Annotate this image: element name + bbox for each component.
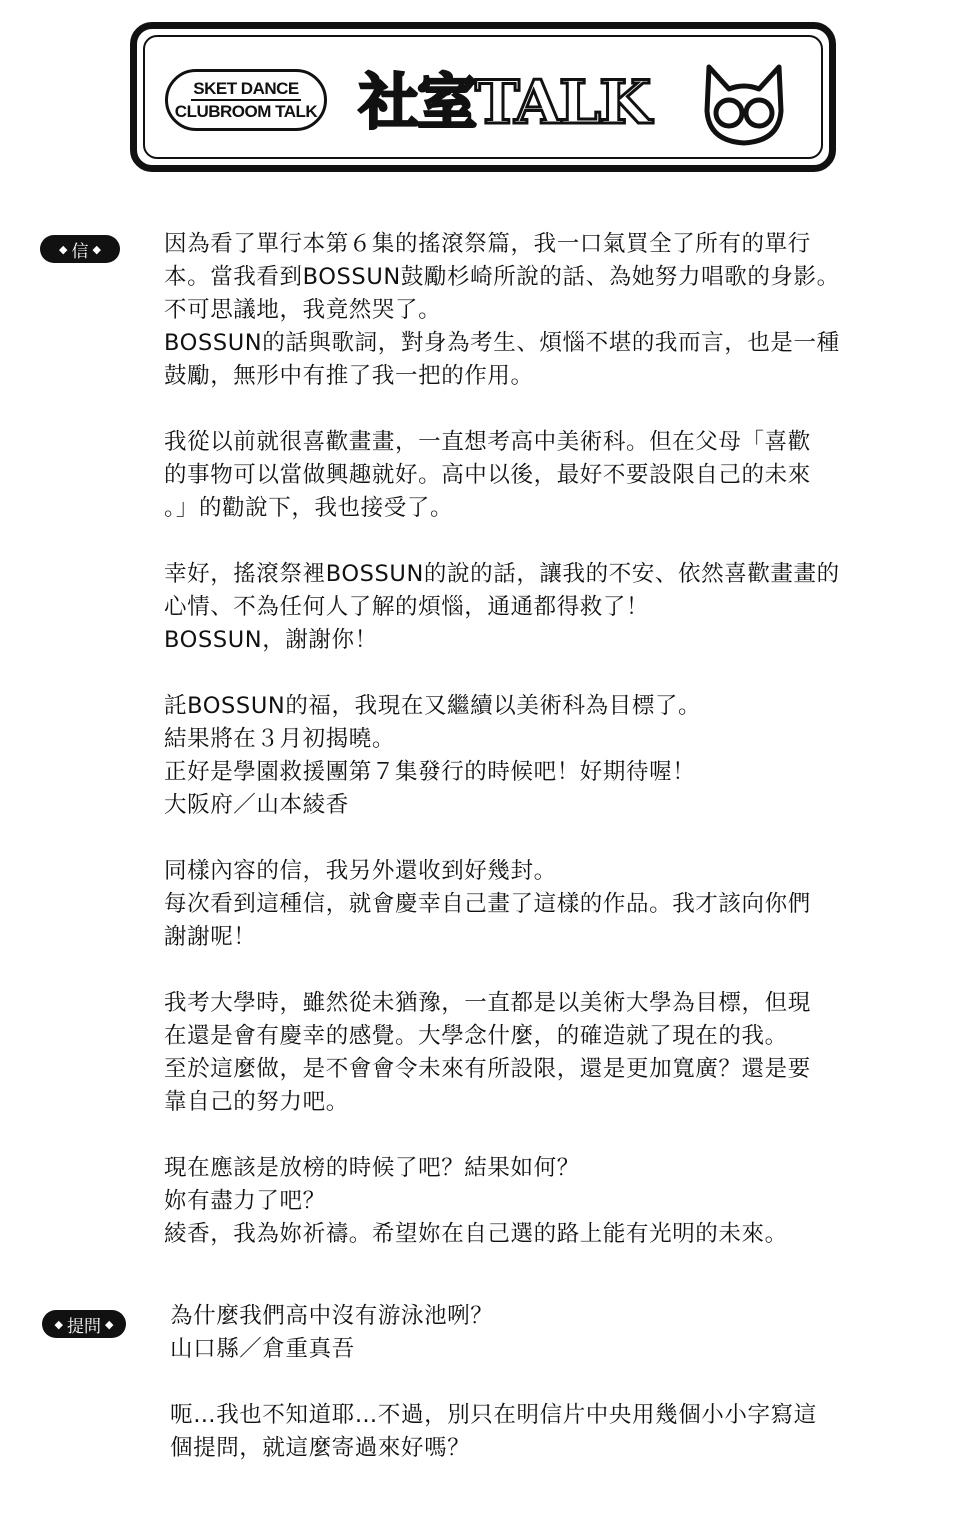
paragraph bbox=[164, 987, 904, 1119]
paragraph bbox=[164, 690, 904, 822]
text-line: 為什麼我們高中沒有游泳池咧？ bbox=[170, 1303, 494, 1329]
text-line: 正好是學園救援團第７集發行的時候吧！好期待喔！ bbox=[164, 759, 696, 785]
diamond-icon: ◆ bbox=[105, 1317, 114, 1331]
subtitle-line-1: SKET DANCE bbox=[191, 78, 301, 101]
text-line: 山口縣／倉重真吾 bbox=[170, 1336, 355, 1362]
question-label-text: 提問 bbox=[67, 1316, 101, 1337]
paragraph bbox=[170, 1399, 910, 1465]
header-banner bbox=[130, 22, 836, 172]
text-line: 的事物可以當做興趣就好。高中以後，最好不要設限自己的未來 bbox=[164, 462, 811, 488]
text-line: 本。當我看到BOSSUN鼓勵杉崎所說的話、為她努力唱歌的身影。 bbox=[164, 264, 840, 290]
text-line: 呃…我也不知道耶…不過，別只在明信片中央用幾個小小字寫這 bbox=[170, 1402, 817, 1428]
letter-label bbox=[40, 235, 120, 263]
text-line: 至於這麼做，是不會會令未來有所設限，還是更加寬廣？還是要 bbox=[164, 1056, 811, 1082]
paragraph bbox=[164, 855, 904, 954]
paragraph bbox=[164, 228, 904, 393]
text-line: 現在應該是放榜的時候了吧？結果如何？ bbox=[164, 1155, 580, 1181]
text-line: 不可思議地，我竟然哭了。 bbox=[164, 297, 442, 323]
diamond-icon: ◆ bbox=[92, 242, 101, 256]
subtitle-badge bbox=[165, 69, 327, 131]
text-line: 幸好，搖滾祭裡BOSSUN的說的話，讓我的不安、依然喜歡畫畫的 bbox=[164, 561, 840, 587]
text-line: 我考大學時，雖然從未猶豫，一直都是以美術大學為目標，但現 bbox=[164, 990, 811, 1016]
text-line: 大阪府／山本綾香 bbox=[164, 792, 349, 818]
page-title: 社室TALK bbox=[359, 68, 650, 138]
diamond-icon: ◆ bbox=[59, 242, 68, 256]
paragraph bbox=[164, 1152, 904, 1251]
text-line: 鼓勵，無形中有推了我一把的作用。 bbox=[164, 363, 534, 389]
letter-body bbox=[164, 228, 904, 1284]
letter-label-text: 信 bbox=[71, 241, 89, 262]
text-line: 在還是會有慶幸的感覺。大學念什麼，的確造就了現在的我。 bbox=[164, 1023, 788, 1049]
text-line: 託BOSSUN的福，我現在又繼續以美術科為目標了。 bbox=[164, 693, 702, 719]
paragraph bbox=[164, 558, 904, 657]
text-line: 同樣內容的信，我另外還收到好幾封。 bbox=[164, 858, 557, 884]
text-line: 每次看到這種信，就會慶幸自己畫了這樣的作品。我才該向你們 bbox=[164, 891, 811, 917]
text-line: 靠自己的努力吧。 bbox=[164, 1089, 349, 1115]
paragraph bbox=[164, 426, 904, 525]
text-line: 因為看了單行本第６集的搖滾祭篇，我一口氣買全了所有的單行 bbox=[164, 231, 811, 257]
diamond-icon: ◆ bbox=[54, 1317, 63, 1331]
text-line: 我從以前就很喜歡畫畫，一直想考高中美術科。但在父母「喜歡 bbox=[164, 429, 811, 455]
text-line: 妳有盡力了吧？ bbox=[164, 1188, 326, 1214]
text-line: 心情、不為任何人了解的煩惱，通通都得救了！ bbox=[164, 594, 650, 620]
text-line: 個提問，就這麼寄過來好嗎？ bbox=[170, 1435, 471, 1461]
text-line: BOSSUN，謝謝你！ bbox=[164, 627, 378, 653]
text-line: 結果將在３月初揭曉。 bbox=[164, 726, 396, 752]
subtitle-line-2: CLUBROOM TALK bbox=[174, 102, 318, 121]
text-line: 。」的勸說下，我也接受了。 bbox=[164, 495, 454, 521]
cat-with-glasses-icon bbox=[699, 59, 789, 149]
question-body bbox=[170, 1300, 910, 1498]
paragraph bbox=[170, 1300, 910, 1366]
question-label bbox=[42, 1310, 126, 1338]
text-line: 謝謝呢！ bbox=[164, 924, 257, 950]
text-line: BOSSUN的話與歌詞，對身為考生、煩惱不堪的我而言，也是一種 bbox=[164, 330, 840, 356]
text-line: 綾香，我為妳祈禱。希望妳在自己選的路上能有光明的未來。 bbox=[164, 1221, 788, 1247]
